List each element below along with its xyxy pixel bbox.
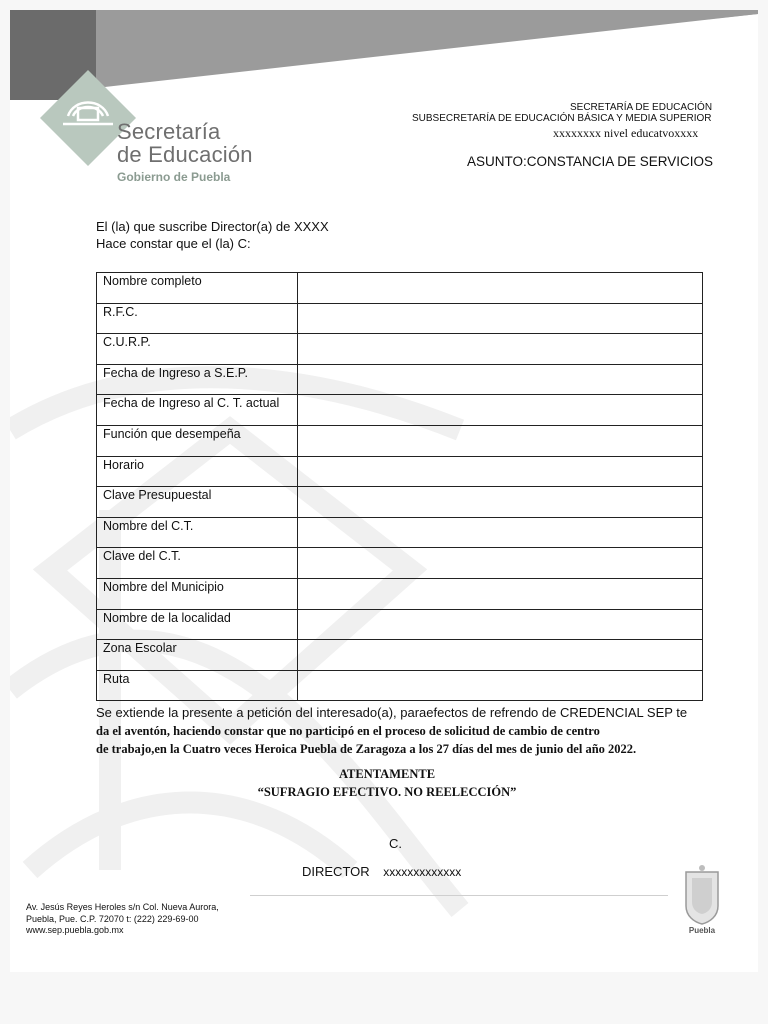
employee-data-table — [96, 272, 703, 701]
table-row — [97, 487, 703, 518]
address-line-1: Av. Jesús Reyes Heroles s/n Col. Nueva Aurora, — [26, 902, 219, 912]
footer-address — [26, 902, 219, 937]
table-row — [97, 364, 703, 395]
row-label: Fecha de Ingreso a S.E.P. — [97, 364, 298, 395]
atentamente-label: ATENTAMENTE — [338, 767, 436, 781]
row-value[interactable] — [298, 609, 703, 640]
row-value[interactable] — [298, 334, 703, 365]
table-row — [97, 303, 703, 334]
table-row — [97, 334, 703, 365]
row-value[interactable] — [298, 670, 703, 701]
body-line-2: da el aventón, haciendo constar que no participó en el proceso de solicitud de cambio de centro — [96, 724, 600, 738]
row-value[interactable] — [298, 303, 703, 334]
secretaria-line: SECRETARÍA DE EDUCACIÓN — [570, 102, 713, 113]
body-line-3: de trabajo,en la Cuatro veces Heroica Puebla de Zaragoza a los 27 días del mes de junio del año 2022. — [96, 742, 637, 756]
table-row — [97, 456, 703, 487]
row-label: R.F.C. — [97, 303, 298, 334]
director-name: xxxxxxxxxxxxx — [383, 865, 462, 879]
row-value[interactable] — [298, 395, 703, 426]
table-row — [97, 640, 703, 671]
address-line-2: Puebla, Pue. C.P. 72070 t: (222) 229-69-00 — [26, 913, 199, 924]
row-value[interactable] — [298, 425, 703, 456]
document-page — [10, 10, 758, 972]
motto-text: “SUFRAGIO EFECTIVO. NO REELECCIÓN” — [257, 785, 517, 799]
row-label: Fecha de Ingreso al C. T. actual — [97, 395, 298, 426]
table-row — [97, 578, 703, 609]
website-link[interactable]: www.sep.puebla.gob.mx — [26, 925, 124, 935]
row-value[interactable] — [298, 517, 703, 548]
director-label: DIRECTOR — [302, 864, 370, 879]
logo-subtitle: Gobierno de Puebla — [117, 170, 231, 184]
table-row — [97, 425, 703, 456]
signature-c-label: C. — [389, 836, 402, 851]
subsecretaria-line: SUBSECRETARÍA DE EDUCACIÓN BÁSICA Y MEDIA SUPERIOR — [412, 113, 712, 124]
row-value[interactable] — [298, 273, 703, 304]
row-label: Nombre completo — [97, 273, 298, 304]
footer-divider — [250, 895, 668, 896]
row-value[interactable] — [298, 456, 703, 487]
row-value[interactable] — [298, 548, 703, 579]
table-row — [97, 609, 703, 640]
row-label: Nombre del Municipio — [97, 578, 298, 609]
row-label: Nombre del C.T. — [97, 517, 298, 548]
row-label: Horario — [97, 456, 298, 487]
intro-text — [96, 218, 329, 252]
row-value[interactable] — [298, 364, 703, 395]
director-signature — [302, 864, 461, 879]
table-row — [97, 670, 703, 701]
body-line-1: Se extiende la presente a petición del interesado(a), paraefectos de refrendo de CREDENCIAL SEP te — [96, 705, 688, 720]
crest-label: Puebla — [688, 926, 716, 935]
row-label: Clave del C.T. — [97, 548, 298, 579]
asunto-line: ASUNTO:CONSTANCIA DE SERVICIOS — [467, 154, 714, 169]
intro-line-2: Hace constar que el (la) C: — [96, 236, 251, 251]
row-label: Zona Escolar — [97, 640, 298, 671]
table-row — [97, 517, 703, 548]
row-label: Clave Presupuestal — [97, 487, 298, 518]
intro-line-1: El (la) que suscribe Director(a) de XXXX — [96, 219, 329, 234]
table-row — [97, 548, 703, 579]
table-row — [97, 273, 703, 304]
nivel-line: xxxxxxxx nivel educatvoxxxx — [553, 126, 699, 140]
row-label: Nombre de la localidad — [97, 609, 298, 640]
row-label: C.U.R.P. — [97, 334, 298, 365]
row-value[interactable] — [298, 640, 703, 671]
puebla-crest-icon — [678, 864, 726, 936]
row-label: Ruta — [97, 670, 298, 701]
body-paragraph — [96, 704, 736, 758]
row-value[interactable] — [298, 578, 703, 609]
row-value[interactable] — [298, 487, 703, 518]
logo-title: Secretaría de Educación — [117, 119, 253, 167]
table-row — [97, 395, 703, 426]
row-label: Función que desempeña — [97, 425, 298, 456]
